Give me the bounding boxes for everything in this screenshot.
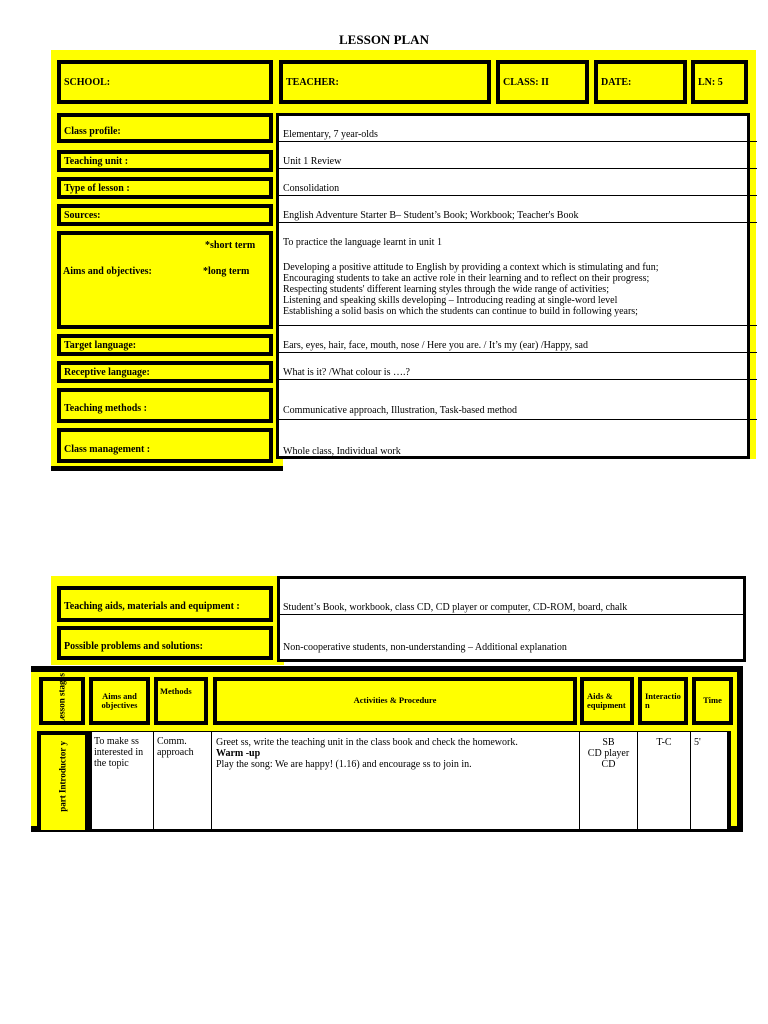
row-label: Teaching unit : bbox=[57, 150, 273, 172]
stage-aids: SB CD player CD bbox=[587, 737, 630, 770]
row-label: Possible problems and solutions: bbox=[57, 626, 273, 660]
class-cell: CLASS: II bbox=[496, 60, 589, 104]
class-profile-value: Elementary, 7 year-olds bbox=[283, 129, 378, 140]
school-cell: SCHOOL: bbox=[57, 60, 273, 104]
header-aids: Aids & equipment bbox=[580, 677, 634, 725]
teacher-cell: TEACHER: bbox=[279, 60, 491, 104]
row-label: Receptive language: bbox=[57, 361, 273, 383]
target-language-value: Ears, eyes, hair, face, mouth, nose / Here you are. / It’s my (ear) /Happy, sad bbox=[283, 340, 588, 351]
stage-cell: part Introductor y bbox=[37, 731, 89, 830]
row-label: Class profile: bbox=[57, 113, 273, 143]
header-interaction: Interactio n bbox=[638, 677, 688, 725]
date-cell: DATE: bbox=[594, 60, 687, 104]
row-label: Teaching aids, materials and equipment : bbox=[57, 586, 273, 622]
row-label: Type of lesson : bbox=[57, 177, 273, 199]
stage-aims: To make ss interested in the topic bbox=[94, 736, 144, 769]
teaching-unit-value: Unit 1 Review bbox=[283, 156, 342, 167]
short-term-value: To practice the language learnt in unit 1 bbox=[283, 237, 442, 248]
possible-problems-value: Non-cooperative students, non-understanding – Additional explanation bbox=[283, 642, 567, 653]
aims-label: Aims and objectives: bbox=[63, 266, 152, 277]
page-title: LESSON PLAN bbox=[339, 32, 429, 47]
header-activities: Activities & Procedure bbox=[213, 677, 577, 725]
long-term-value: Developing a positive attitude to English by providing a context which is stimulating and fun; Encouraging students to take an active role in their learning and to reflect on their progress; Respecting students' different learning styles through the wide range of activities; Listening and speaking skills developing – Introducing reading at single-word level Establishing a solid basis on which the students can continue to build in following years; bbox=[283, 262, 659, 317]
row-label: Class management : bbox=[57, 428, 273, 463]
class-management-value: Whole class, Individual work bbox=[283, 446, 401, 457]
receptive-language-value: What is it? /What colour is ….? bbox=[283, 367, 410, 378]
long-term-label: *long term bbox=[203, 266, 250, 277]
header-methods: Methods bbox=[154, 677, 208, 725]
teaching-aids-value: Student’s Book, workbook, class CD, CD player or computer, CD-ROM, board, chalk bbox=[283, 602, 628, 613]
ln-cell: LN: 5 bbox=[691, 60, 748, 104]
stage-interaction: T-C bbox=[656, 737, 672, 748]
short-term-label: *short term bbox=[205, 240, 256, 251]
type-of-lesson-value: Consolidation bbox=[283, 183, 340, 194]
row-label: Teaching methods : bbox=[57, 388, 273, 423]
aims-label-cell bbox=[57, 231, 273, 329]
sources-value: English Adventure Starter B– Student’s Book; Workbook; Teacher's Book bbox=[283, 210, 579, 221]
row-label: Sources: bbox=[57, 204, 273, 226]
stage-time: 5' bbox=[694, 737, 701, 748]
header-time: Time bbox=[692, 677, 733, 725]
row-label: Target language: bbox=[57, 334, 273, 356]
header-stages: Lesson stages bbox=[39, 677, 85, 725]
teaching-methods-value: Communicative approach, Illustration, Task-based method bbox=[283, 405, 518, 416]
stage-activities: Greet ss, write the teaching unit in the class book and check the homework. Warm -up Play the song: We are happy! (1.16) and encourage ss to join in. bbox=[216, 737, 518, 770]
stage-methods: Comm. approach bbox=[157, 736, 194, 758]
header-aims: Aims and objectives bbox=[89, 677, 150, 725]
